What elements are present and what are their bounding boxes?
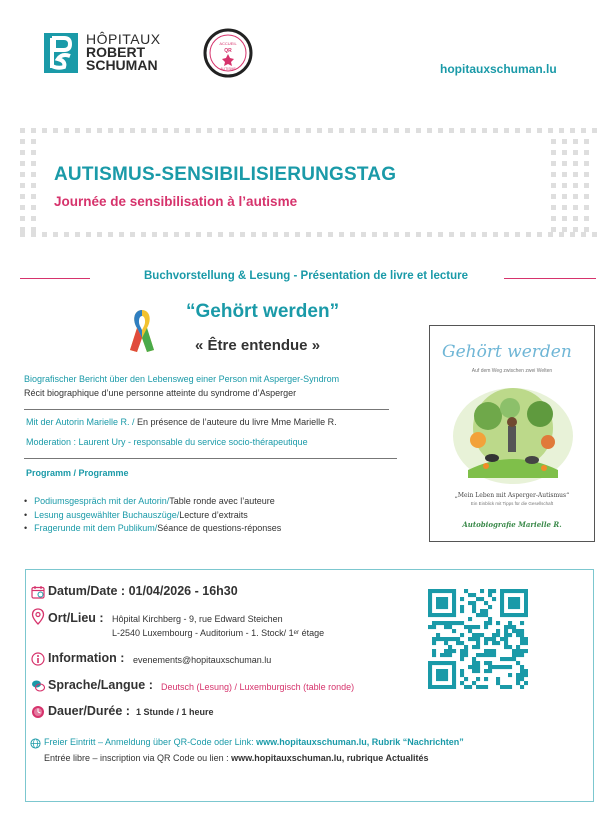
author-de: Mit der Autorin Marielle R. / <box>26 417 138 427</box>
cover-title: Gehört werden <box>442 342 572 362</box>
svg-text:AUTISME: AUTISME <box>220 67 236 71</box>
place-label: Ort/Lieu : <box>48 611 104 625</box>
date-row <box>48 584 238 598</box>
program-list <box>24 495 281 536</box>
calendar-icon <box>31 585 45 599</box>
description-de: Biografischer Bericht über den Lebensweg einer Person mit Asperger-Syndrom <box>24 374 340 384</box>
logo-line-1: HÔPITAUX <box>86 31 161 47</box>
program-heading: Programm / Programme <box>26 468 129 478</box>
globe-icon <box>30 738 41 749</box>
program-item-de: Lesung ausgewählter Buchauszüge/ <box>34 509 180 520</box>
free-entry-fr-text: Entrée libre – inscription via QR Code ou lien : <box>44 753 232 763</box>
place-line-1: Hôpital Kirchberg - 9, rue Edward Steichen <box>112 614 283 624</box>
info-icon <box>31 652 45 666</box>
registration-link-fr[interactable]: www.hopitauxschuman.lu, rubrique Actualités <box>231 753 429 763</box>
place-row <box>48 611 104 625</box>
place-line-2: L-2540 Luxembourg - Auditorium - 1. Stock/ 1ᵉʳ étage <box>112 628 325 638</box>
autism-puzzle-ribbon-icon <box>128 308 156 354</box>
autism-accueil-seal-icon <box>203 28 253 78</box>
clock-icon <box>31 705 45 719</box>
program-item-de: Fragerunde mit dem Publikum/ <box>34 523 158 533</box>
program-item-fr: Séance de questions-réponses <box>157 523 282 533</box>
language-row <box>48 678 153 692</box>
list-item <box>24 509 281 523</box>
date-value: 01/04/2026 - 16h30 <box>128 584 238 598</box>
cover-illustration-icon <box>448 378 578 486</box>
duration-value: 1 Stunde / 1 heure <box>136 707 214 717</box>
free-entry-de <box>44 737 464 747</box>
cover-quote: „Mein Leben mit Asperger-Autismus“ <box>454 492 570 499</box>
list-item <box>24 522 281 536</box>
divider <box>24 409 389 410</box>
contact-email[interactable]: evenements@hopitauxschuman.lu <box>133 655 272 665</box>
hrs-logo-icon <box>44 33 78 73</box>
description-fr: Récit biographique d’une personne atteinte du syndrome d’Asperger <box>24 388 297 398</box>
registration-qr-code[interactable] <box>428 589 528 689</box>
book-title-fr: « Être entendue » <box>195 337 321 354</box>
logo-line-2: ROBERT <box>86 44 146 60</box>
cover-subtitle: Auf dem Weg zwischen zwei Welten <box>471 368 553 374</box>
divider <box>24 458 397 459</box>
duration-label: Dauer/Durée : <box>48 704 130 718</box>
page-title: AUTISMUS-SENSIBILISIERUNGSTAG <box>54 164 397 185</box>
registration-link-de[interactable]: www.hopitauxschuman.lu, Rubrik “Nachrichten” <box>256 737 464 747</box>
logo-line-3: SCHUMAN <box>86 57 158 73</box>
program-item-de: Podiumsgespräch mit der Autorin/ <box>34 496 170 506</box>
author-fr: En présence de l’auteure du livre Mme Marielle R. <box>137 417 337 427</box>
information-label: Information : <box>48 651 125 665</box>
svg-text:QR: QR <box>224 48 232 54</box>
date-label: Datum/Date : <box>48 584 129 598</box>
section-heading: Buchvorstellung & Lesung - Présentation de livre et lecture <box>144 270 468 282</box>
program-item-fr: Lecture d’extraits <box>179 509 248 520</box>
information-row <box>48 651 124 665</box>
page-subtitle: Journée de sensibilisation à l’autisme <box>54 194 298 209</box>
duration-row <box>48 704 130 718</box>
book-title: “Gehört werden” <box>186 301 340 322</box>
free-entry-fr <box>44 753 428 763</box>
free-entry-de-text: Freier Eintritt – Anmeldung über QR-Code oder Link: <box>44 737 257 747</box>
location-pin-icon <box>31 608 45 626</box>
program-item-fr: Table ronde avec l’auteure <box>169 496 275 506</box>
website-link[interactable]: hopitauxschuman.lu <box>440 62 557 76</box>
moderation-line: Moderation : Laurent Ury - responsable du service socio-thérapeutique <box>26 437 308 447</box>
list-item <box>24 495 281 509</box>
author-line <box>26 417 337 427</box>
language-label: Sprache/Langue : <box>48 678 153 692</box>
hospital-logo-text <box>86 33 161 72</box>
cover-quote-sub: Ein Einblick mit Tipps für die Gesellschaft <box>470 501 554 506</box>
svg-text:ACCUEIL: ACCUEIL <box>219 41 237 46</box>
language-value: Deutsch (Lesung) / Luxemburgisch (table ronde) <box>161 682 355 692</box>
book-cover <box>429 325 595 542</box>
cover-author: Autobiografie Marielle R. <box>462 520 562 529</box>
speech-bubbles-icon <box>31 679 45 693</box>
